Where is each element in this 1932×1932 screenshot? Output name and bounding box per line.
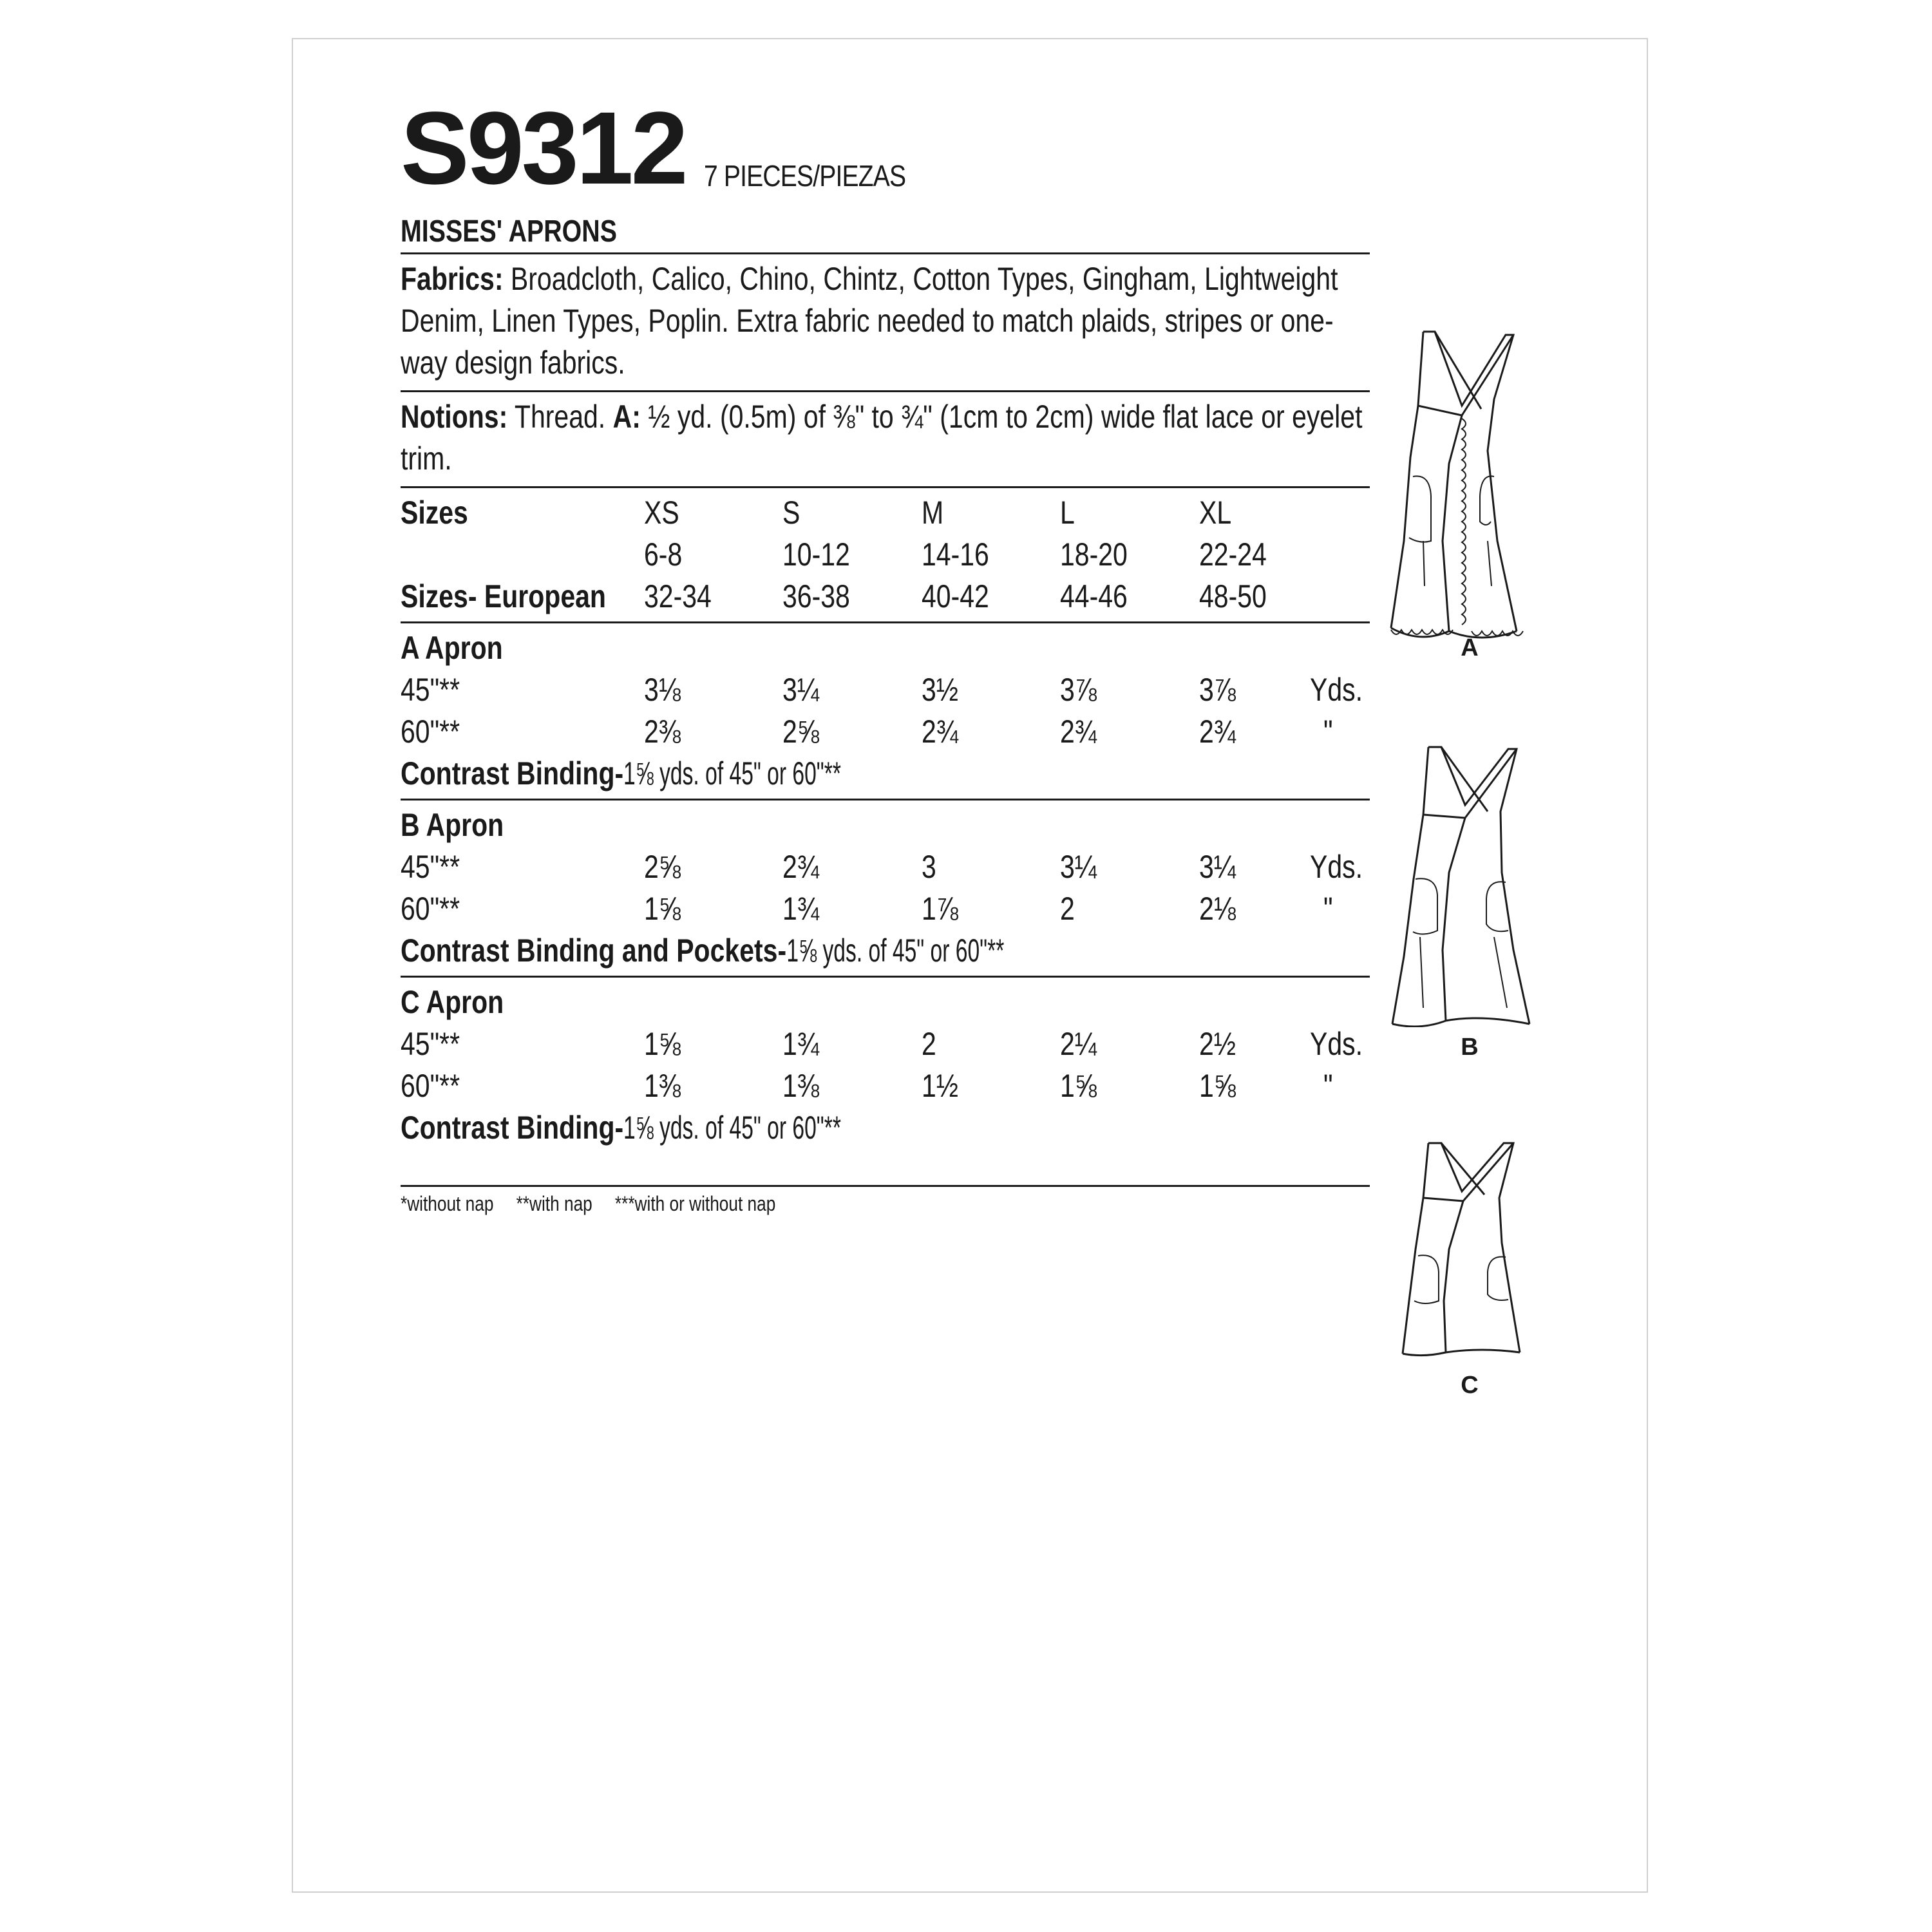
contrast-label: Contrast Binding and Pockets- (401, 933, 787, 969)
pattern-title (401, 214, 1370, 252)
size-cell: 18-20 (1060, 536, 1128, 573)
yardage-cell: 1⅝ (1199, 1068, 1236, 1104)
contrast-row (401, 1107, 1370, 1149)
apron-view-c-illustration (1385, 1140, 1552, 1359)
size-cell: 22-24 (1199, 536, 1267, 573)
yardage-row (401, 1065, 1370, 1107)
view-name: B Apron (401, 807, 504, 843)
yardage-cell: 2¼ (1060, 1026, 1097, 1062)
yardage-unit: Yds. (1310, 672, 1363, 708)
yardage-row (401, 1023, 1370, 1065)
divider (401, 1185, 1370, 1187)
title-row (401, 90, 1370, 205)
yardage-cell: 1⅝ (1060, 1068, 1097, 1104)
sizes-table (401, 488, 1370, 621)
yardage-cell: 1⅜ (782, 1068, 820, 1104)
contrast-yardage: 1⅝ yds. of 45" or 60"** (623, 1110, 842, 1146)
size-cell: S (782, 495, 800, 531)
pattern-title-text: MISSES' APRONS (401, 214, 617, 249)
fabric-width: 45"** (401, 1026, 460, 1062)
size-cell: 10-12 (782, 536, 850, 573)
apron-c-drawing (1385, 1140, 1552, 1359)
piece-count: 7 PIECES/PIEZAS (703, 159, 905, 193)
yardage-cell: 2½ (1199, 1026, 1236, 1062)
view-a-yardage (401, 623, 1370, 799)
fabrics-text (401, 258, 1370, 384)
pattern-number: S9312 (401, 90, 686, 205)
view-b-yardage (401, 800, 1370, 976)
sizes-european-label: Sizes- European (401, 578, 606, 614)
size-cell: 32-34 (644, 578, 712, 614)
yardage-cell: 3⅞ (1060, 672, 1097, 708)
notions-label: Notions: (401, 399, 508, 435)
yardage-cell: 2⅜ (644, 714, 681, 750)
size-cell: 48-50 (1199, 578, 1267, 614)
yardage-row (401, 888, 1370, 930)
size-cell: 14-16 (922, 536, 989, 573)
sizes-european-row (401, 576, 1370, 618)
fabrics-label: Fabrics: (401, 261, 504, 297)
fabric-width: 45"** (401, 849, 460, 885)
view-a-label: A (1461, 634, 1479, 661)
yardage-row (401, 846, 1370, 888)
yardage-unit: Yds. (1310, 849, 1363, 885)
yardage-cell: 2 (1060, 891, 1075, 927)
yardage-cell: 3⅞ (1199, 672, 1236, 708)
footnote: *without nap (401, 1192, 494, 1215)
sizes-label: Sizes (401, 495, 468, 531)
contrast-line (401, 930, 1004, 972)
yardage-unit: " (1323, 1068, 1333, 1104)
footnotes (401, 1192, 1370, 1216)
size-cell: XL (1199, 495, 1232, 531)
yardage-cell: 1¾ (782, 891, 820, 927)
yardage-cell: 2⅝ (644, 849, 681, 885)
size-cell: M (922, 495, 944, 531)
apron-a-drawing (1385, 328, 1552, 644)
contrast-label: Contrast Binding- (401, 1110, 624, 1146)
size-cell: 40-42 (922, 578, 989, 614)
contrast-row (401, 930, 1370, 972)
view-c-yardage (401, 978, 1370, 1153)
contrast-line (401, 1107, 842, 1149)
yardage-unit: " (1323, 891, 1333, 927)
yardage-row (401, 669, 1370, 711)
yardage-cell: 2¾ (922, 714, 959, 750)
footnote: **with nap (516, 1192, 592, 1215)
notions-view-label: A: (612, 399, 641, 435)
fabric-width: 60"** (401, 891, 460, 927)
fabrics-section (401, 254, 1370, 390)
yardage-cell: 1⅜ (644, 1068, 681, 1104)
size-cell: XS (644, 495, 679, 531)
view-c-label: C (1461, 1372, 1479, 1399)
view-heading-row (401, 804, 1370, 846)
sizes-letter-row (401, 492, 1370, 534)
yardage-cell: 3⅛ (644, 672, 681, 708)
notions-text (401, 396, 1370, 480)
view-name: C Apron (401, 984, 504, 1020)
yardage-unit: " (1323, 714, 1333, 750)
size-cell: L (1060, 495, 1075, 531)
view-heading-row (401, 981, 1370, 1023)
contrast-yardage: 1⅝ yds. of 45" or 60"** (786, 933, 1004, 969)
yardage-cell: 3¼ (1199, 849, 1236, 885)
yardage-cell: 1⅝ (644, 1026, 681, 1062)
sizes-number-row (401, 534, 1370, 576)
footnote-line (401, 1192, 793, 1216)
yardage-row (401, 711, 1370, 753)
yardage-cell: 2¾ (1199, 714, 1236, 750)
yardage-cell: 2¾ (782, 849, 820, 885)
fabric-width: 60"** (401, 1068, 460, 1104)
size-cell: 36-38 (782, 578, 850, 614)
notions-section (401, 392, 1370, 486)
apron-view-b-illustration (1385, 744, 1552, 1027)
yardage-cell: 1½ (922, 1068, 959, 1104)
view-b-label: B (1461, 1034, 1479, 1061)
contrast-label: Contrast Binding- (401, 755, 624, 791)
view-name: A Apron (401, 630, 503, 666)
size-cell: 44-46 (1060, 578, 1128, 614)
yardage-cell: 3½ (922, 672, 959, 708)
fabric-width: 60"** (401, 714, 460, 750)
view-heading-row (401, 627, 1370, 669)
yardage-cell: 3¼ (1060, 849, 1097, 885)
fabrics-list: Broadcloth, Calico, Chino, Chintz, Cotton Types, Gingham, Lightweight Denim, Linen Types, Poplin. Extra fabric needed to match plaids, stripes or one-way design fabrics. (401, 261, 1338, 381)
yardage-cell: 2 (922, 1026, 936, 1062)
footnote: ***with or without nap (614, 1192, 776, 1215)
apron-view-a-illustration (1385, 328, 1552, 644)
yardage-cell: 2¾ (1060, 714, 1097, 750)
yardage-cell: 1⅝ (644, 891, 681, 927)
yardage-cell: 2⅝ (782, 714, 820, 750)
yardage-cell: 1⅞ (922, 891, 959, 927)
notions-trim: ½ yd. (0.5m) of ⅜" to ¾" (1cm to 2cm) wide flat lace or eyelet trim. (401, 399, 1363, 477)
size-cell: 6-8 (644, 536, 683, 573)
contrast-yardage: 1⅝ yds. of 45" or 60"** (623, 755, 842, 791)
fabric-width: 45"** (401, 672, 460, 708)
notions-thread: Thread. (514, 399, 606, 435)
yardage-cell: 3 (922, 849, 936, 885)
yardage-unit: Yds. (1310, 1026, 1363, 1062)
contrast-row (401, 753, 1370, 795)
contrast-line (401, 753, 842, 795)
yardage-cell: 1¾ (782, 1026, 820, 1062)
yardage-cell: 3¼ (782, 672, 820, 708)
pattern-info (401, 90, 1370, 1216)
apron-b-drawing (1385, 744, 1552, 1027)
yardage-cell: 2⅛ (1199, 891, 1236, 927)
